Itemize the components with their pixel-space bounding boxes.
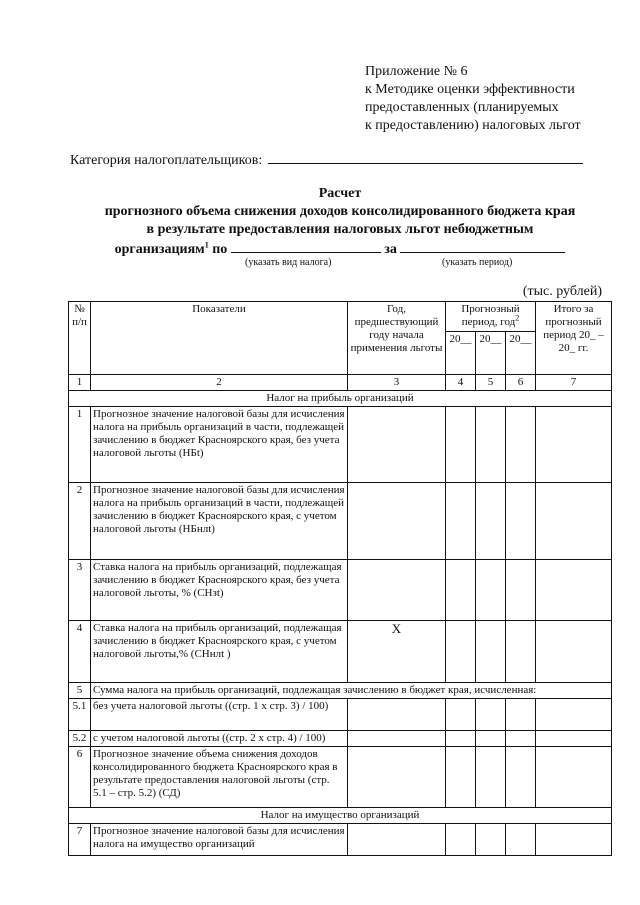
- header-year-1: 20__: [446, 332, 476, 375]
- cell-year-before[interactable]: [348, 747, 446, 808]
- cell-year-1[interactable]: [446, 747, 476, 808]
- calculation-table: [68, 301, 612, 856]
- cell-year-before[interactable]: [348, 731, 446, 747]
- cell-year-before[interactable]: [348, 483, 446, 560]
- cell-year-1[interactable]: [446, 731, 476, 747]
- cell-year-1[interactable]: [446, 483, 476, 560]
- cell-year-before[interactable]: X: [348, 621, 446, 683]
- row-indicator: с учетом налоговой льготы ((стр. 2 х стр. 4) / 100): [91, 731, 348, 747]
- section-title: Налог на прибыль организаций: [69, 391, 612, 407]
- row-number: 6: [69, 747, 91, 808]
- row-number: 1: [69, 407, 91, 483]
- col-number: 4: [446, 375, 476, 391]
- cell-year-1[interactable]: [446, 407, 476, 483]
- row-indicator: Сумма налога на прибыль организаций, подлежащая зачислению в бюджет края, исчисленная:: [91, 683, 612, 699]
- cell-total[interactable]: [536, 407, 612, 483]
- cell-year-2[interactable]: [476, 731, 506, 747]
- header-year-before: Год, предшествующий году начала применения льготы: [348, 302, 446, 375]
- appendix-line: предоставленных (планируемых: [365, 100, 559, 115]
- cell-year-2[interactable]: [476, 483, 506, 560]
- header-year-2: 20__: [476, 332, 506, 375]
- cell-year-2[interactable]: [476, 747, 506, 808]
- title-text: за: [384, 242, 397, 257]
- cell-total[interactable]: [536, 824, 612, 856]
- col-number: 3: [348, 375, 446, 391]
- cell-year-3[interactable]: [506, 560, 536, 621]
- cell-year-3[interactable]: [506, 731, 536, 747]
- col-number: 5: [476, 375, 506, 391]
- cell-total[interactable]: [536, 483, 612, 560]
- cell-year-2[interactable]: [476, 407, 506, 483]
- row-number: 5: [69, 683, 91, 699]
- table-row: [69, 731, 612, 747]
- row-indicator: без учета налоговой льготы ((стр. 1 х стр. 3) / 100): [91, 699, 348, 731]
- table-row: [69, 747, 612, 808]
- table-row: [69, 699, 612, 731]
- title-line: Расчет: [318, 186, 362, 201]
- col-number: 1: [69, 375, 91, 391]
- row-indicator: Прогнозное значение налоговой базы для исчисления налога на прибыль организаций в части, подлежащей зачислению в бюджет Красноярского края, с учетом налоговой льготы (НБнлt): [91, 483, 348, 560]
- table-row: [69, 483, 612, 560]
- cell-year-before[interactable]: [348, 407, 446, 483]
- row-number: 5.2: [69, 731, 91, 747]
- cell-year-3[interactable]: [506, 483, 536, 560]
- col-number: 6: [506, 375, 536, 391]
- period-fill-line[interactable]: [400, 239, 565, 253]
- cell-year-2[interactable]: [476, 560, 506, 621]
- appendix-title: Приложение № 6: [365, 64, 468, 79]
- header-indicators: Показатели: [91, 302, 348, 375]
- section-title: Налог на имущество организаций: [69, 808, 612, 824]
- row-indicator: Ставка налога на прибыль организаций, подлежащая зачислению в бюджет Красноярского края, без учета налоговой льготы, % (СНзt): [91, 560, 348, 621]
- table-row: [69, 824, 612, 856]
- category-fill-line[interactable]: [268, 150, 583, 164]
- taxpayer-category: [70, 150, 583, 169]
- cell-year-before[interactable]: [348, 699, 446, 731]
- cell-year-1[interactable]: [446, 824, 476, 856]
- cell-year-3[interactable]: [506, 699, 536, 731]
- cell-year-1[interactable]: [446, 699, 476, 731]
- document-title: [60, 185, 620, 259]
- hint-tax-type: (указать вид налога): [245, 257, 332, 268]
- row-number: 7: [69, 824, 91, 856]
- row-indicator: Прогнозное значение объема снижения доходов консолидированного бюджета Красноярского края в результате предоставления налоговой льготы (стр. 5.1 – стр. 5.2) (СД): [91, 747, 348, 808]
- footnote-marker: 1: [204, 240, 209, 250]
- title-line: прогнозного объема снижения доходов консолидированного бюджета края: [104, 204, 576, 219]
- header-year-3: 20__: [506, 332, 536, 375]
- header-total: Итого за прогнозный период 20_ – 20_ гг.: [536, 302, 612, 375]
- appendix-line: к предоставлению) налоговых льгот: [365, 118, 581, 133]
- row-number: 5.1: [69, 699, 91, 731]
- appendix-line: к Методике оценки эффективности: [365, 82, 575, 97]
- cell-year-1[interactable]: [446, 560, 476, 621]
- tax-type-fill-line[interactable]: [231, 239, 381, 253]
- column-numbers-row: [69, 375, 612, 391]
- cell-year-3[interactable]: [506, 407, 536, 483]
- units-label: (тыс. рублей): [522, 284, 602, 299]
- cell-total[interactable]: [536, 699, 612, 731]
- cell-year-1[interactable]: [446, 621, 476, 683]
- title-text: по: [212, 242, 228, 257]
- row-number: 4: [69, 621, 91, 683]
- section-row-profit: [69, 391, 612, 407]
- col-number: 7: [536, 375, 612, 391]
- title-line: в результате предоставления налоговых льгот небюджетным: [146, 222, 534, 237]
- header-row: [69, 302, 612, 332]
- hint-period: (указать период): [442, 257, 513, 268]
- cell-total[interactable]: [536, 621, 612, 683]
- title-line: [60, 239, 620, 259]
- header-forecast: Прогнозный период, год$^2$: [446, 302, 536, 332]
- cell-year-3[interactable]: [506, 747, 536, 808]
- cell-year-2[interactable]: [476, 824, 506, 856]
- section-row-property: [69, 808, 612, 824]
- cell-total[interactable]: [536, 560, 612, 621]
- cell-year-2[interactable]: [476, 699, 506, 731]
- cell-year-2[interactable]: [476, 621, 506, 683]
- table-row: [69, 560, 612, 621]
- table-row: [69, 407, 612, 483]
- title-text: организациям: [114, 242, 205, 257]
- cell-year-before[interactable]: [348, 824, 446, 856]
- cell-year-before[interactable]: [348, 560, 446, 621]
- table-row: [69, 621, 612, 683]
- row-indicator: Прогнозное значение налоговой базы для исчисления налога на имущество организаций: [91, 824, 348, 856]
- row-indicator: Ставка налога на прибыль организаций, подлежащая зачислению в бюджет Красноярского края, с учетом налоговой льготы,% (СНнлt ): [91, 621, 348, 683]
- col-number: 2: [91, 375, 348, 391]
- table-row: [69, 683, 612, 699]
- row-number: 3: [69, 560, 91, 621]
- row-indicator: Прогнозное значение налоговой базы для исчисления налога на прибыль организаций в части, подлежащей зачислению в бюджет Красноярского края, без учета налоговой льготы (НБt): [91, 407, 348, 483]
- cell-year-3[interactable]: [506, 824, 536, 856]
- appendix-block: [365, 63, 635, 135]
- cell-year-3[interactable]: [506, 621, 536, 683]
- cell-total[interactable]: [536, 731, 612, 747]
- category-label: Категория налогоплательщиков:: [70, 153, 263, 168]
- footnote-marker: 2: [515, 313, 520, 323]
- header-num: № п/п: [69, 302, 91, 375]
- cell-total[interactable]: [536, 747, 612, 808]
- row-number: 2: [69, 483, 91, 560]
